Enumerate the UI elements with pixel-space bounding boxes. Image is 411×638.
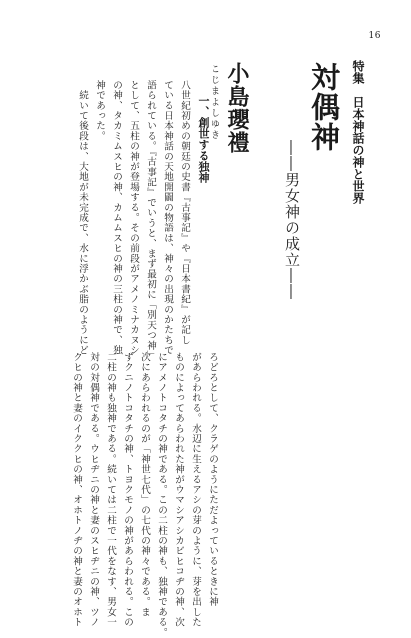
body-column: 神であった。 xyxy=(94,80,105,142)
page-number: 16 xyxy=(368,31,381,41)
section-heading: 一、創世する独神 xyxy=(197,95,210,183)
article-title: 対偶神 xyxy=(307,62,341,152)
author-name: 小島瓔禮 xyxy=(224,62,250,154)
body-column: があらわれる。水辺に生えるアシの芽のように、芽を出した xyxy=(190,352,201,628)
feature-label: 特集 日本神話の神と世界 xyxy=(351,60,365,204)
article-subtitle: ――男女神の成立―― xyxy=(283,140,301,300)
body-column: ものによってあらわれた神がウマシアシカビヒコヂの神、次 xyxy=(173,352,184,628)
body-column: ろどろとして、クラゲのようにただよっているときに神 xyxy=(207,352,218,607)
body-column: 対の対偶神である。ウヒヂニの神と妻のスヒヂニの神、ツノ xyxy=(88,352,99,628)
body-column: の神、タカミムスヒの神、カムムスヒの神の三柱の神で、独 xyxy=(111,80,122,356)
body-column: ている日本神話の天地開闢の物語は、神々の出現のかたちで xyxy=(162,80,173,356)
author-name-ruby: こじまよしゆき xyxy=(209,64,219,141)
body-column: ずクニノトコタチの神、トヨクモノの神があらわれる。この xyxy=(122,352,133,628)
body-column: 続いて後段は、大地が未完成で、水に浮かぶ脂のようにど xyxy=(77,80,88,356)
body-column: 語られている。『古事記』でいうと、まず最初に「別天つ神」 xyxy=(145,80,156,361)
body-column: にアメノトコタチの神である。この二柱の神も、独神である。 xyxy=(156,352,167,638)
body-column: 八世紀初めの朝廷の史書『古事記』や『日本書紀』が記し xyxy=(179,80,190,346)
body-column: クヒの神と妻のイククヒの神、オホトノヂの神と妻のオホト xyxy=(71,352,82,628)
body-column: として、五柱の神が登場する。その前段がアメノミナカヌシ xyxy=(128,80,139,356)
body-column: 二柱の神も独神である。続いては二柱で一代をなす、男女一 xyxy=(105,352,116,628)
body-column: 次にあらわれるのが「神世七代」の七代の神々である。ま xyxy=(139,352,150,618)
